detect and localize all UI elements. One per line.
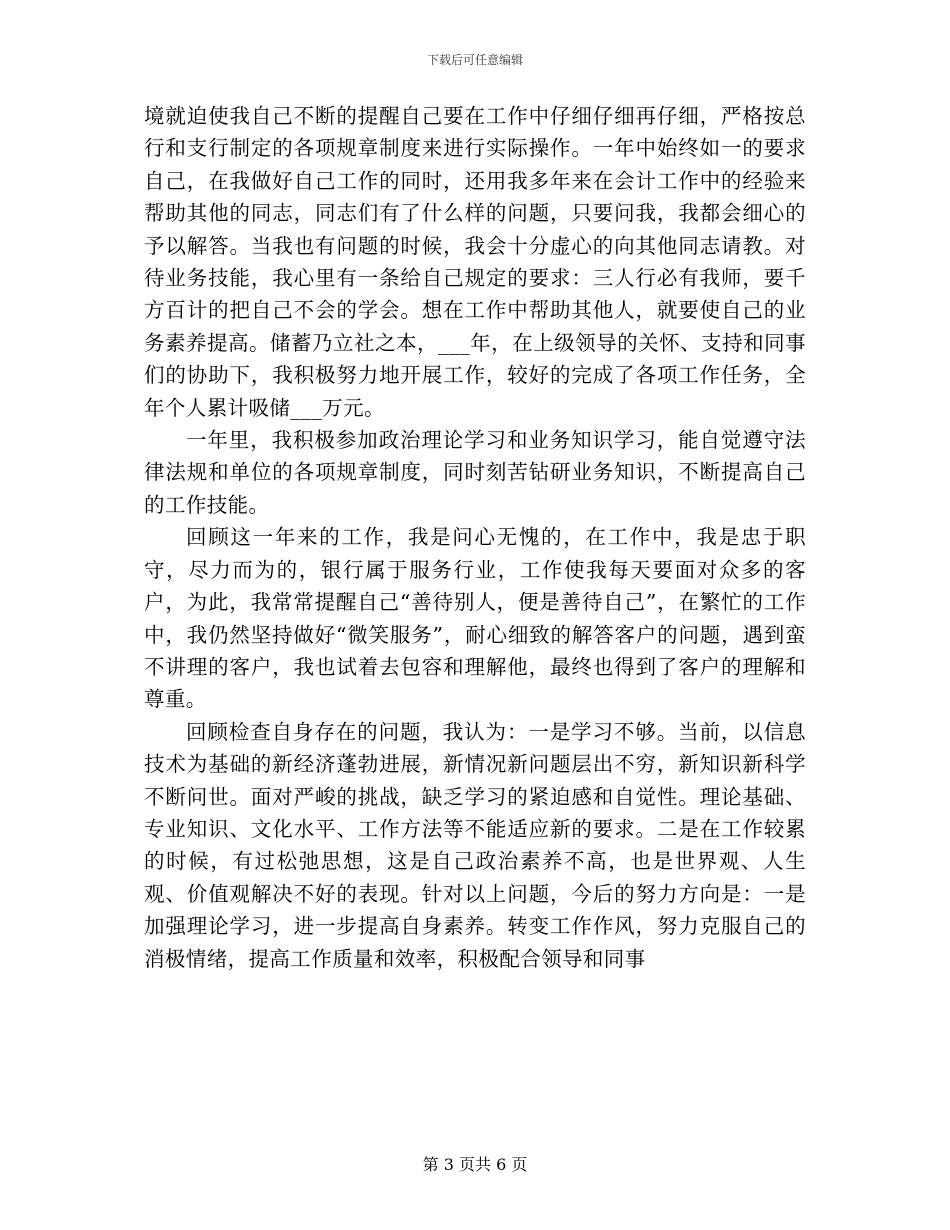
page-footer: 第 3 页共 6 页 [422, 1155, 528, 1174]
paragraph-2: 一年里，我积极参加政治理论学习和业务知识学习，能自觉遵守法律法规和单位的各项规章制度，同时刻苦钻研业务知识，不断提高自己的工作技能。 [144, 428, 806, 517]
paragraph-4: 回顾检查自身存在的问题，我认为：一是学习不够。当前，以信息技术为基础的新经济蓬勃进展，新情况新问题层出不穷，新知识新科学不断问世。面对严峻的挑战，缺乏学习的紧迫感和自觉性。理论基础、专业知识、文化水平、工作方法等不能适应新的要求。二是在工作较累的时候，有过松弛思想，这是自己政治素养不高，也是世界观、人生观、价值观解决不好的表现。针对以上问题，今后的努力方向是：一是加强理论学习，进一步提高自身素养。转变工作作风，努力克服自己的消极情绪，提高工作质量和效率，积极配合领导和同事 [144, 719, 806, 971]
paragraph-3: 回顾这一年来的工作，我是问心无愧的，在工作中，我是忠于职守，尽力而为的，银行属于服务行业，工作使我每天要面对众多的客户，为此，我常常提醒自己“善待别人，便是善待自己”，在繁忙的工作中，我仍然坚持做好“微笑服务”，耐心细致的解答客户的问题，遇到蛮不讲理的客户，我也试着去包容和理解他，最终也得到了客户的理解和尊重。 [144, 525, 806, 712]
paragraph-1: 境就迫使我自己不断的提醒自己要在工作中仔细仔细再仔细，严格按总行和支行制定的各项规章制度来进行实际操作。一年中始终如一的要求自己，在我做好自己工作的同时，还用我多年来在会计工作中的经验来帮助其他的同志，同志们有了什么样的问题，只要问我，我都会细心的予以解答。当我也有问题的时候，我会十分虚心的向其他同志请教。对待业务技能，我心里有一条给自己规定的要求：三人行必有我师，要千方百计的把自己不会的学会。想在工作中帮助其他人，就要使自己的业务素养提高。储蓄乃立社之本，___年，在上级领导的关怀、支持和同事们的协助下，我积极努力地开展工作，较好的完成了各项工作任务，全年个人累计吸储___万元。 [144, 104, 806, 420]
document-body [144, 100, 806, 975]
page-header: 下载后可任意编辑 [426, 53, 523, 67]
